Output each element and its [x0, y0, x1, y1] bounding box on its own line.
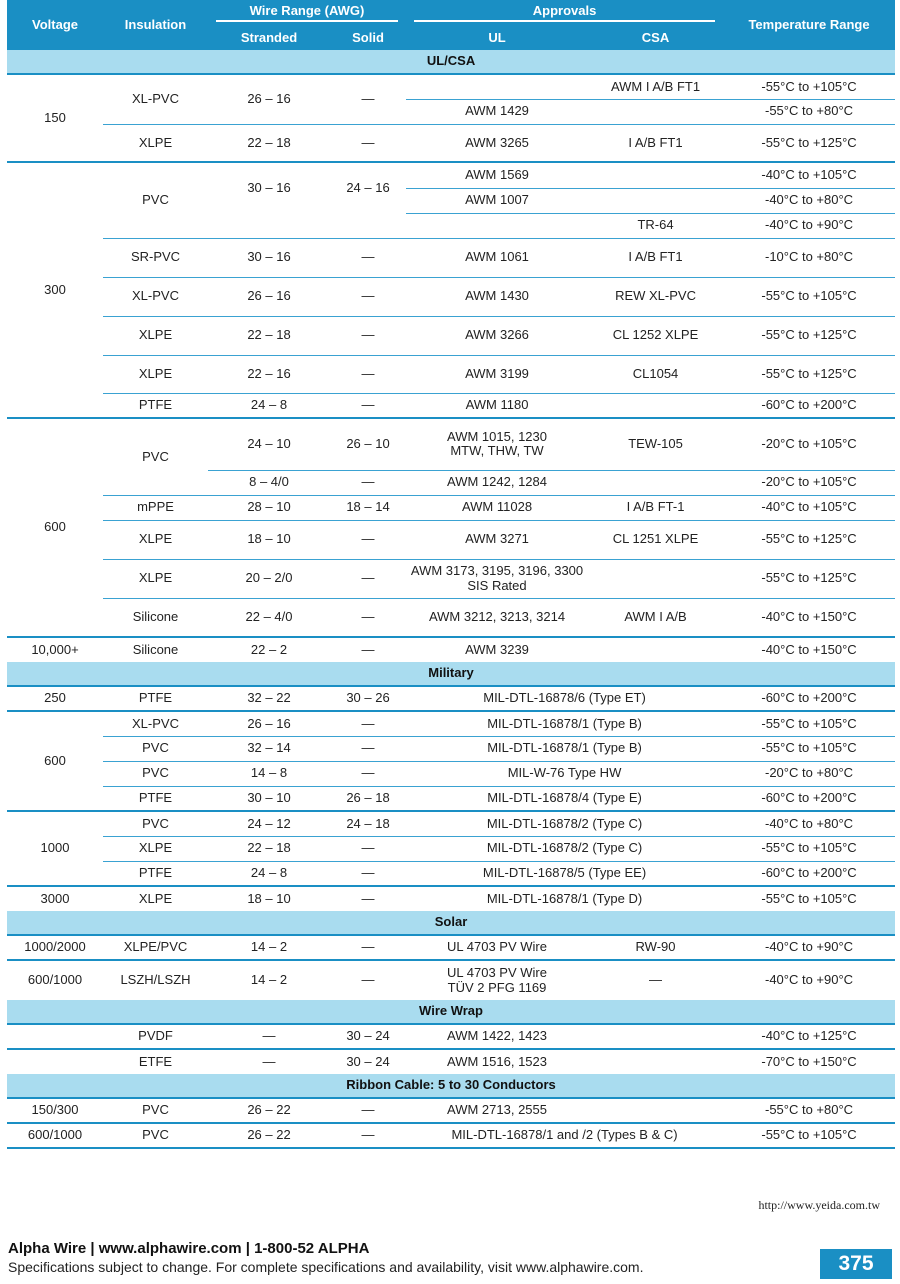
ul-cell: AWM 1242, 1284	[406, 470, 588, 495]
header-solid: Solid	[330, 26, 406, 50]
ul-cell: AWM 2713, 2555	[406, 1098, 588, 1123]
section-title-military: Military	[7, 662, 895, 686]
insulation-cell: ETFE	[138, 1053, 173, 1069]
approval-cell: MIL-DTL-16878/1 (Type D)	[486, 890, 643, 906]
solid-cell: —	[330, 836, 406, 861]
ul-line: SIS Rated	[467, 577, 527, 593]
approval-cell: MIL-DTL-16878/5 (Type EE)	[406, 861, 723, 886]
solid-cell: —	[330, 316, 406, 355]
ul-cell: AWM 1061	[406, 238, 588, 277]
stranded-cell: 22 – 18	[208, 124, 330, 162]
ul-cell: AWM 3212, 3213, 3214	[406, 598, 588, 637]
solid-cell: 30 – 26	[330, 686, 406, 711]
header-approvals	[406, 0, 723, 26]
voltage-cell: 1000/2000	[7, 935, 103, 960]
approval-cell: MIL-DTL-16878/2 (Type C)	[406, 836, 723, 861]
temperature-cell: -55°C to +105°C	[723, 711, 895, 736]
insulation-cell: SR-PVC	[103, 238, 208, 277]
ul-cell: AWM 1516, 1523	[447, 1053, 547, 1069]
stranded-cell: 32 – 22	[208, 686, 330, 711]
voltage-cell: 10,000+	[31, 641, 79, 657]
table-row	[7, 960, 895, 1000]
solid-cell: —	[330, 935, 406, 960]
section-title-wire-wrap: Wire Wrap	[7, 1000, 895, 1024]
csa-cell	[588, 470, 723, 495]
approval-cell: MIL-W-76 Type HW	[406, 761, 723, 786]
insulation-cell: XL-PVC	[103, 277, 208, 316]
insulation-cell: PVC	[103, 418, 208, 495]
voltage-cell: 150	[7, 74, 103, 162]
voltage-cell: 600	[7, 418, 103, 637]
csa-cell: CL1054	[588, 355, 723, 393]
temperature-cell: -60°C to +200°C	[723, 393, 895, 418]
stranded-cell: 20 – 2/0	[208, 559, 330, 598]
table-row	[7, 861, 895, 886]
ul-cell: AWM 1007	[406, 188, 588, 213]
solid-cell: 26 – 10	[330, 418, 406, 470]
table-row	[7, 162, 895, 188]
insulation-cell: Silicone	[132, 641, 179, 657]
table-row	[7, 711, 895, 736]
temperature-cell: -40°C to +80°C	[723, 811, 895, 836]
insulation-cell: PVC	[103, 1098, 208, 1123]
voltage-cell	[7, 1024, 103, 1049]
ul-line: AWM 1015, 1230	[447, 429, 547, 445]
insulation-cell: PVDF	[103, 1024, 208, 1049]
table-row	[7, 836, 895, 861]
ul-cell: UL 4703 PV Wire	[406, 935, 588, 960]
voltage-cell: 300	[7, 162, 103, 418]
table-row	[7, 316, 895, 355]
solid-cell: —	[330, 559, 406, 598]
table-row	[7, 124, 895, 162]
table-row	[7, 935, 895, 960]
section-row	[7, 1000, 895, 1024]
stranded-cell: 18 – 10	[208, 520, 330, 559]
stranded-cell: 30 – 16	[247, 179, 291, 195]
insulation-cell: PVC	[103, 1123, 208, 1148]
csa-cell: TR-64	[588, 213, 723, 238]
table-row	[7, 1123, 895, 1148]
voltage-cell: 600/1000	[27, 972, 83, 988]
temperature-cell: -60°C to +200°C	[723, 786, 895, 811]
stranded-cell: 26 – 16	[208, 277, 330, 316]
header-ul: UL	[406, 26, 588, 50]
stranded-cell: —	[262, 1053, 276, 1069]
solid-cell: 24 – 18	[330, 811, 406, 836]
solid-cell: —	[330, 277, 406, 316]
stranded-cell: 22 – 18	[208, 836, 330, 861]
stranded-cell: 26 – 16	[208, 74, 330, 124]
csa-cell	[588, 99, 723, 124]
temperature-cell: -40°C to +150°C	[723, 598, 895, 637]
temperature-cell: -55°C to +105°C	[723, 1123, 895, 1148]
footer-url: http://www.yeida.com.tw	[758, 1198, 880, 1212]
solid-cell: —	[330, 355, 406, 393]
header-stranded: Stranded	[208, 26, 330, 50]
solid-cell: 30 – 24	[330, 1024, 406, 1049]
ul-cell	[406, 213, 588, 238]
csa-cell: RW-90	[588, 935, 723, 960]
ul-cell: AWM 3271	[406, 520, 588, 559]
insulation-cell: XLPE	[103, 559, 208, 598]
csa-cell	[588, 637, 723, 662]
stranded-cell: 22 – 2	[250, 641, 288, 657]
stranded-cell: 26 – 22	[208, 1123, 330, 1148]
voltage-cell: 1000	[7, 811, 103, 886]
solid-cell: —	[330, 74, 406, 124]
insulation-cell: PVC	[103, 761, 208, 786]
insulation-cell: XL-PVC	[103, 74, 208, 124]
stranded-cell: 22 – 4/0	[208, 598, 330, 637]
temperature-cell: -70°C to +150°C	[761, 1053, 857, 1069]
header-voltage: Voltage	[7, 0, 103, 50]
ul-cell	[406, 74, 588, 99]
csa-cell: CL 1252 XLPE	[588, 316, 723, 355]
stranded-cell: 18 – 10	[247, 890, 291, 906]
footer-note: Specifications subject to change. For complete specifications and availability, visit www.alphawire.com.	[8, 1259, 644, 1275]
table-row	[7, 74, 895, 99]
spec-table	[7, 0, 895, 1149]
solid-cell: —	[330, 861, 406, 886]
solid-cell: —	[330, 238, 406, 277]
temperature-cell: -60°C to +200°C	[723, 686, 895, 711]
ul-cell: AWM 1569	[406, 162, 588, 188]
table-row	[7, 520, 895, 559]
solid-cell: —	[330, 520, 406, 559]
table-row	[7, 277, 895, 316]
insulation-cell: Silicone	[103, 598, 208, 637]
ul-cell: AWM 3265	[406, 124, 588, 162]
temperature-cell: -40°C to +125°C	[723, 1024, 895, 1049]
insulation-cell: PTFE	[103, 786, 208, 811]
solid-cell: —	[330, 124, 406, 162]
csa-cell	[588, 1098, 723, 1123]
approval-cell: MIL-DTL-16878/1 (Type B)	[406, 711, 723, 736]
section-title-ul-csa: UL/CSA	[7, 50, 895, 74]
header-wire-range	[208, 0, 406, 26]
stranded-cell: —	[208, 1024, 330, 1049]
solid-cell: —	[330, 711, 406, 736]
csa-cell: I A/B FT1	[588, 124, 723, 162]
section-title-ribbon: Ribbon Cable: 5 to 30 Conductors	[7, 1074, 895, 1098]
header-wire-range-label: Wire Range (AWG)	[216, 4, 398, 22]
section-title-solar: Solar	[7, 911, 895, 935]
csa-cell: —	[649, 972, 663, 988]
table-row	[7, 686, 895, 711]
ul-cell	[406, 418, 588, 470]
table-row	[7, 1098, 895, 1123]
solid-cell: 24 – 16	[346, 179, 390, 195]
csa-cell: TEW-105	[588, 418, 723, 470]
insulation-cell: XLPE	[103, 520, 208, 559]
section-row	[7, 911, 895, 935]
table-row	[7, 355, 895, 393]
ul-cell: AWM 1180	[406, 393, 588, 418]
voltage-cell: 250	[7, 686, 103, 711]
temperature-cell: -40°C to +90°C	[723, 935, 895, 960]
csa-cell	[588, 1049, 723, 1074]
csa-cell	[588, 559, 723, 598]
temperature-cell: -40°C to +105°C	[723, 495, 895, 520]
temperature-cell: -40°C to +150°C	[761, 641, 857, 657]
approval-cell: MIL-DTL-16878/1 (Type B)	[406, 736, 723, 761]
voltage-cell: 600	[7, 711, 103, 811]
ul-cell: AWM 1430	[406, 277, 588, 316]
stranded-cell: 22 – 16	[208, 355, 330, 393]
table-row	[7, 1024, 895, 1049]
temperature-cell: -40°C to +90°C	[723, 213, 895, 238]
solid-cell: 30 – 24	[346, 1053, 390, 1069]
table-row	[7, 393, 895, 418]
voltage-cell	[7, 1049, 103, 1074]
stranded-cell: 14 – 8	[208, 761, 330, 786]
insulation-cell: PVC	[103, 162, 208, 238]
csa-cell	[588, 393, 723, 418]
solid-cell: —	[330, 598, 406, 637]
table-row	[7, 1049, 895, 1074]
csa-cell: I A/B FT-1	[588, 495, 723, 520]
page-number: 375	[820, 1249, 892, 1279]
ul-cell: AWM 1422, 1423	[406, 1024, 588, 1049]
stranded-cell: 30 – 10	[208, 786, 330, 811]
insulation-cell: XLPE	[103, 316, 208, 355]
ul-cell: AWM 3239	[465, 641, 529, 657]
csa-cell: I A/B FT1	[588, 238, 723, 277]
stranded-cell: 24 – 8	[208, 861, 330, 886]
voltage-cell: 150/300	[7, 1098, 103, 1123]
temperature-cell: -55°C to +125°C	[723, 559, 895, 598]
voltage-cell: 3000	[40, 890, 70, 906]
stranded-cell	[208, 213, 330, 238]
stranded-cell: 24 – 10	[208, 418, 330, 470]
approval-cell: MIL-DTL-16878/6 (Type ET)	[406, 686, 723, 711]
ul-cell: AWM 3199	[406, 355, 588, 393]
stranded-cell: 26 – 16	[208, 711, 330, 736]
temperature-cell: -55°C to +125°C	[723, 316, 895, 355]
temperature-cell: -40°C to +105°C	[723, 162, 895, 188]
temperature-cell: -20°C to +105°C	[723, 470, 895, 495]
temperature-cell: -55°C to +105°C	[723, 277, 895, 316]
header-approvals-label: Approvals	[414, 4, 715, 22]
solid-cell: —	[330, 470, 406, 495]
stranded-cell: 26 – 22	[208, 1098, 330, 1123]
table-row	[7, 761, 895, 786]
ul-cell: AWM 3266	[406, 316, 588, 355]
insulation-cell: PTFE	[103, 686, 208, 711]
temperature-cell: -55°C to +105°C	[761, 890, 857, 906]
insulation-cell: XLPE	[103, 124, 208, 162]
insulation-cell: mPPE	[103, 495, 208, 520]
header-csa: CSA	[588, 26, 723, 50]
stranded-cell: 14 – 2	[208, 935, 330, 960]
csa-cell	[588, 188, 723, 213]
header-insulation: Insulation	[103, 0, 208, 50]
csa-cell: CL 1251 XLPE	[588, 520, 723, 559]
solid-cell: 26 – 18	[330, 786, 406, 811]
stranded-cell: 22 – 18	[208, 316, 330, 355]
insulation-cell: XLPE/PVC	[103, 935, 208, 960]
temperature-cell: -55°C to +125°C	[723, 355, 895, 393]
ul-cell	[406, 960, 588, 1000]
temperature-cell: -60°C to +200°C	[723, 861, 895, 886]
table-row	[7, 418, 895, 470]
ul-line: AWM 3173, 3195, 3196, 3300	[410, 563, 584, 579]
temperature-cell: -20°C to +80°C	[723, 761, 895, 786]
voltage-cell: 600/1000	[7, 1123, 103, 1148]
table-row	[7, 811, 895, 836]
stranded-cell: 24 – 8	[208, 393, 330, 418]
temperature-cell: -55°C to +105°C	[723, 74, 895, 99]
solid-cell: —	[330, 393, 406, 418]
temperature-cell: -20°C to +105°C	[723, 418, 895, 470]
table-header	[7, 0, 895, 50]
table-row	[7, 559, 895, 598]
section-row	[7, 50, 895, 74]
table-row	[7, 637, 895, 662]
section-row	[7, 1074, 895, 1098]
approval-cell: MIL-DTL-16878/1 and /2 (Types B & C)	[406, 1123, 723, 1148]
ul-cell: AWM 11028	[406, 495, 588, 520]
temperature-cell: -55°C to +125°C	[723, 520, 895, 559]
table-row	[7, 238, 895, 277]
table-row	[7, 495, 895, 520]
solid-cell: —	[361, 890, 375, 906]
temperature-cell: -40°C to +80°C	[723, 188, 895, 213]
csa-cell: AWM I A/B FT1	[588, 74, 723, 99]
csa-cell: AWM I A/B	[588, 598, 723, 637]
csa-cell: REW XL-PVC	[588, 277, 723, 316]
ul-line: MTW, THW, TW	[450, 443, 544, 459]
temperature-cell: -10°C to +80°C	[723, 238, 895, 277]
stranded-cell: 32 – 14	[208, 736, 330, 761]
insulation-cell: PVC	[103, 736, 208, 761]
stranded-cell: 24 – 12	[208, 811, 330, 836]
temperature-cell: -55°C to +105°C	[723, 836, 895, 861]
temperature-cell: -55°C to +80°C	[723, 99, 895, 124]
approval-cell: MIL-DTL-16878/4 (Type E)	[406, 786, 723, 811]
temperature-cell: -40°C to +90°C	[764, 972, 854, 988]
temperature-cell: -55°C to +125°C	[723, 124, 895, 162]
temperature-cell: -55°C to +80°C	[723, 1098, 895, 1123]
insulation-cell: LSZH/LSZH	[120, 972, 191, 988]
insulation-cell: PTFE	[103, 861, 208, 886]
insulation-cell: PVC	[103, 811, 208, 836]
ul-cell: AWM 1429	[406, 99, 588, 124]
section-row	[7, 662, 895, 686]
stranded-cell: 28 – 10	[208, 495, 330, 520]
solid-cell: —	[361, 641, 375, 657]
solid-cell: 18 – 14	[330, 495, 406, 520]
header-temperature: Temperature Range	[723, 0, 895, 50]
insulation-cell: PTFE	[103, 393, 208, 418]
solid-cell: —	[330, 1098, 406, 1123]
solid-cell: —	[330, 736, 406, 761]
csa-cell	[588, 162, 723, 188]
table-row	[7, 736, 895, 761]
solid-cell: —	[330, 1123, 406, 1148]
insulation-cell: XLPE	[103, 355, 208, 393]
insulation-cell: XLPE	[138, 890, 173, 906]
stranded-cell: 30 – 16	[208, 238, 330, 277]
solid-cell: —	[330, 761, 406, 786]
ul-line: TÜV 2 PFG 1169	[447, 979, 547, 995]
solid-cell: —	[361, 972, 375, 988]
temperature-cell: -55°C to +105°C	[723, 736, 895, 761]
csa-cell	[588, 1024, 723, 1049]
table-row	[7, 598, 895, 637]
approval-cell: MIL-DTL-16878/2 (Type C)	[406, 811, 723, 836]
footer-brand: Alpha Wire | www.alphawire.com | 1-800-52 ALPHA	[8, 1240, 370, 1257]
insulation-cell: XL-PVC	[103, 711, 208, 736]
ul-line: UL 4703 PV Wire	[447, 965, 547, 981]
insulation-cell: XLPE	[103, 836, 208, 861]
table-row	[7, 886, 895, 911]
ul-cell	[406, 559, 588, 598]
solid-cell	[330, 213, 406, 238]
stranded-cell: 8 – 4/0	[208, 470, 330, 495]
table-row	[7, 786, 895, 811]
stranded-cell: 14 – 2	[250, 972, 288, 988]
